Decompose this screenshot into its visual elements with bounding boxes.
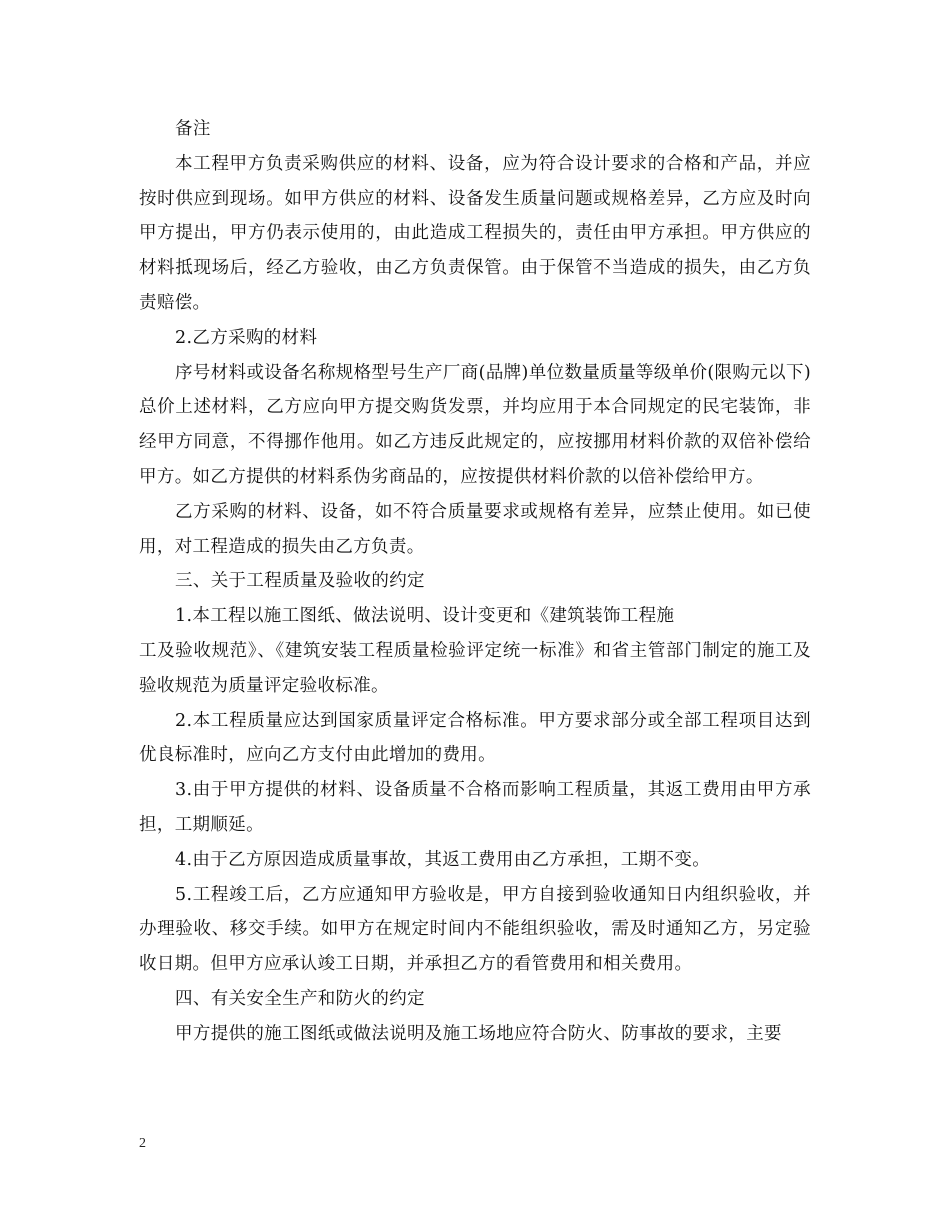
section-heading-party-b-materials: 2.乙方采购的材料 xyxy=(175,327,318,348)
paragraph-party-b-quality-accident: 4.由于乙方原因造成质量事故，其返工费用由乙方承担，工期不变。 xyxy=(175,849,711,870)
paragraph-completion-acceptance: 5.工程竣工后，乙方应通知甲方验收是，甲方自接到验收通知日内组织验收，并办理验收、移交手续。如甲方在规定时间内不能组织验收，需及时通知乙方，另定验收日期。但甲方应承认竣工日期，并承担乙方的看管费用和相关费用。 xyxy=(139,884,811,975)
remark-heading: 备注 xyxy=(175,119,211,139)
paragraph-quality-grade: 2.本工程质量应达到国家质量评定合格标准。甲方要求部分或全部工程项目达到优良标准时，应向乙方支付由此增加的费用。 xyxy=(139,710,811,766)
paragraph-supplied-materials: 本工程甲方负责采购供应的材料、设备，应为符合设计要求的合格和产品，并应按时供应到现场。如甲方供应的材料、设备发生质量问题或规格差异，乙方应及时向甲方提出，甲方仍表示使用的，由此造成工程损失的，责任由甲方承担。甲方供应的材料抵现场后，经乙方验收，由乙方负责保管。由于保管不当造成的损失，由乙方负责赔偿。 xyxy=(139,153,811,313)
section-heading-quality-acceptance: 三、关于工程质量及验收的约定 xyxy=(175,571,425,592)
section-heading-safety-fire: 四、有关安全生产和防火的约定 xyxy=(175,988,425,1009)
paragraph-safety-requirements: 甲方提供的施工图纸或做法说明及施工场地应符合防火、防事故的要求，主要 xyxy=(175,1023,782,1044)
page-number: 2 xyxy=(139,1136,146,1151)
document-body xyxy=(139,112,811,1052)
paragraph-quality-standards-start: 1.本工程以施工图纸、做法说明、设计变更和《建筑装饰工程施 xyxy=(175,606,675,627)
paragraph-party-a-material-defects: 3.由于甲方提供的材料、设备质量不合格而影响工程质量，其返工费用由甲方承担，工期顺延。 xyxy=(139,780,811,835)
paragraph-quality-standards-continued: 工及验收规范》、《建筑安装工程质量检验评定统一标准》和省主管部门制定的施工及验收规范为质量评定验收标准。 xyxy=(139,640,811,696)
paragraph-material-defects: 乙方采购的材料、设备，如不符合质量要求或规格有差异，应禁止使用。如已使用，对工程造成的损失由乙方负责。 xyxy=(139,501,811,557)
paragraph-material-list: 序号材料或设备名称规格型号生产厂商(品牌)单位数量质量等级单价(限购元以下)总价上述材料，乙方应向甲方提交购货发票，并均应用于本合同规定的民宅装饰，非经甲方同意，不得挪作他用。如乙方违反此规定的，应按挪用材料价款的双倍补偿给甲方。如乙方提供的材料系伪劣商品的，应按提供材料价款的以倍补偿给甲方。 xyxy=(139,362,811,487)
